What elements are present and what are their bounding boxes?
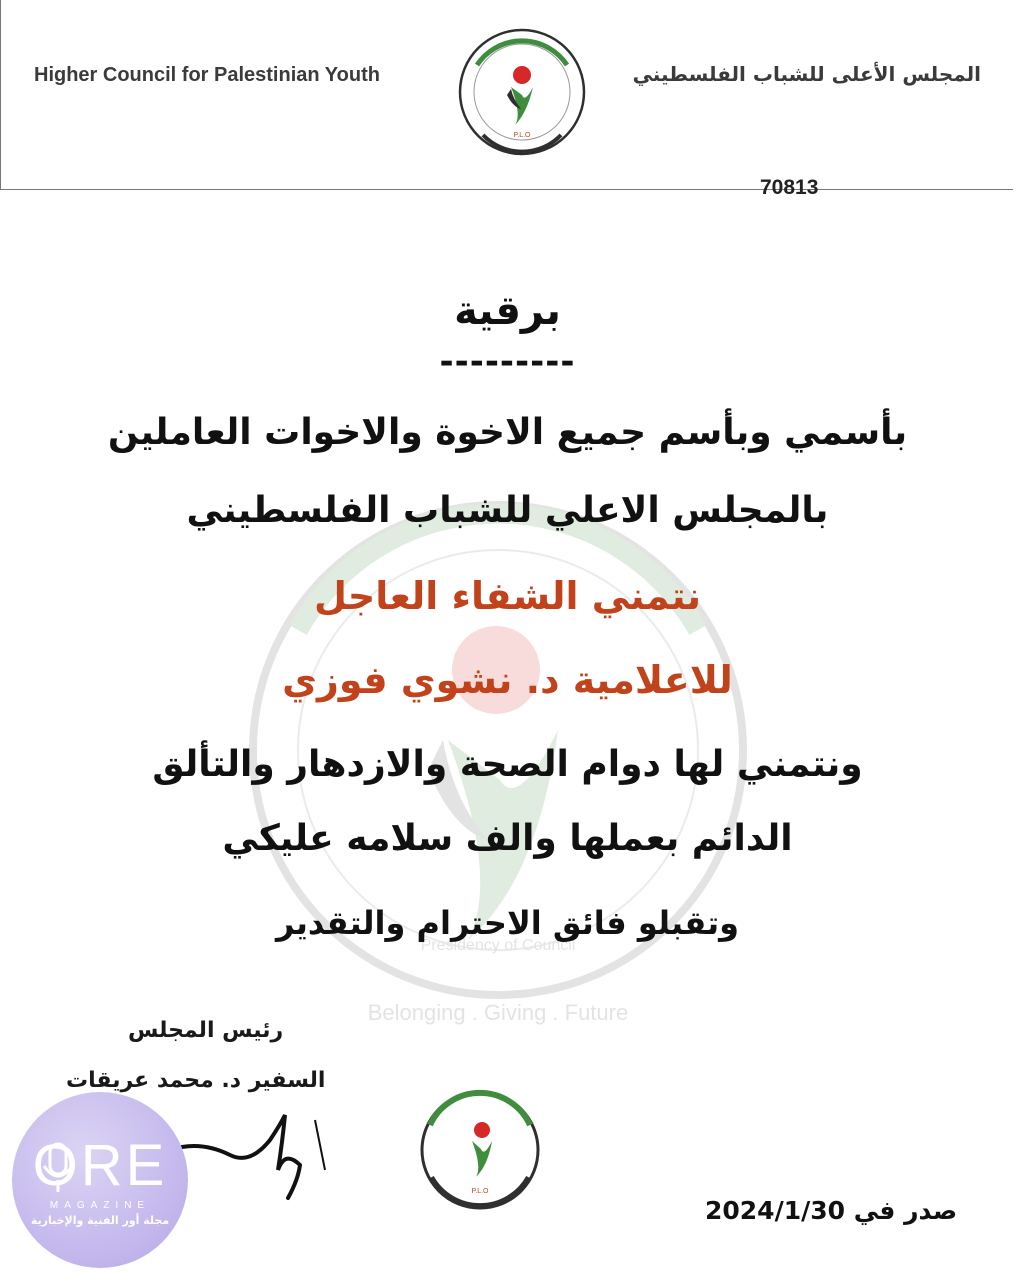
council-logo-icon xyxy=(455,25,590,160)
reference-number: 70813 xyxy=(760,176,819,199)
ore-brand: ORE xyxy=(32,1133,168,1198)
signer-role: رئيس المجلس xyxy=(128,1018,284,1043)
issue-label: صدر في xyxy=(853,1196,958,1225)
svg-text:P.L.O: P.L.O xyxy=(513,132,531,139)
telegram-title: برقية xyxy=(454,288,561,334)
magazine-label: MAGAZINE xyxy=(49,1200,151,1211)
english-org-title: Higher Council for Palestinian Youth xyxy=(34,64,380,86)
body-line-4: الدائم بعملها والف سلامه عليكي xyxy=(222,818,793,859)
closing-line: وتقبلو فائق الاحترام والتقدير xyxy=(276,904,739,942)
title-separator: --------- xyxy=(439,342,576,382)
issue-date-value: 2024/1/30 xyxy=(705,1196,846,1225)
ore-magazine-badge xyxy=(12,1092,188,1268)
council-stamp-icon xyxy=(410,1085,550,1215)
highlight-line-2: للاعلامية د. نشوي فوزي xyxy=(282,658,733,702)
signer-name: السفير د. محمد عريقات xyxy=(66,1068,326,1093)
issue-date xyxy=(705,1196,957,1225)
body-line-3: ونتمني لها دوام الصحة والازدهار والتألق xyxy=(152,744,863,785)
svg-text:Belonging . Giving . Future: Belonging . Giving . Future xyxy=(367,1000,629,1025)
svg-text:Presidency of Council: Presidency of Council xyxy=(420,937,576,954)
highlight-line-1: نتمني الشفاء العاجل xyxy=(314,574,701,618)
magazine-subtitle: مجلة أور الفنية والإخبارية xyxy=(30,1214,170,1227)
body-line-2: بالمجلس الاعلي للشباب الفلسطيني xyxy=(186,490,829,531)
arabic-org-title: المجلس الأعلى للشباب الفلسطيني xyxy=(632,62,981,86)
body-line-1: بأسمي وبأسم جميع الاخوة والاخوات العاملين xyxy=(107,412,908,453)
svg-text:P.L.O: P.L.O xyxy=(471,1188,489,1195)
